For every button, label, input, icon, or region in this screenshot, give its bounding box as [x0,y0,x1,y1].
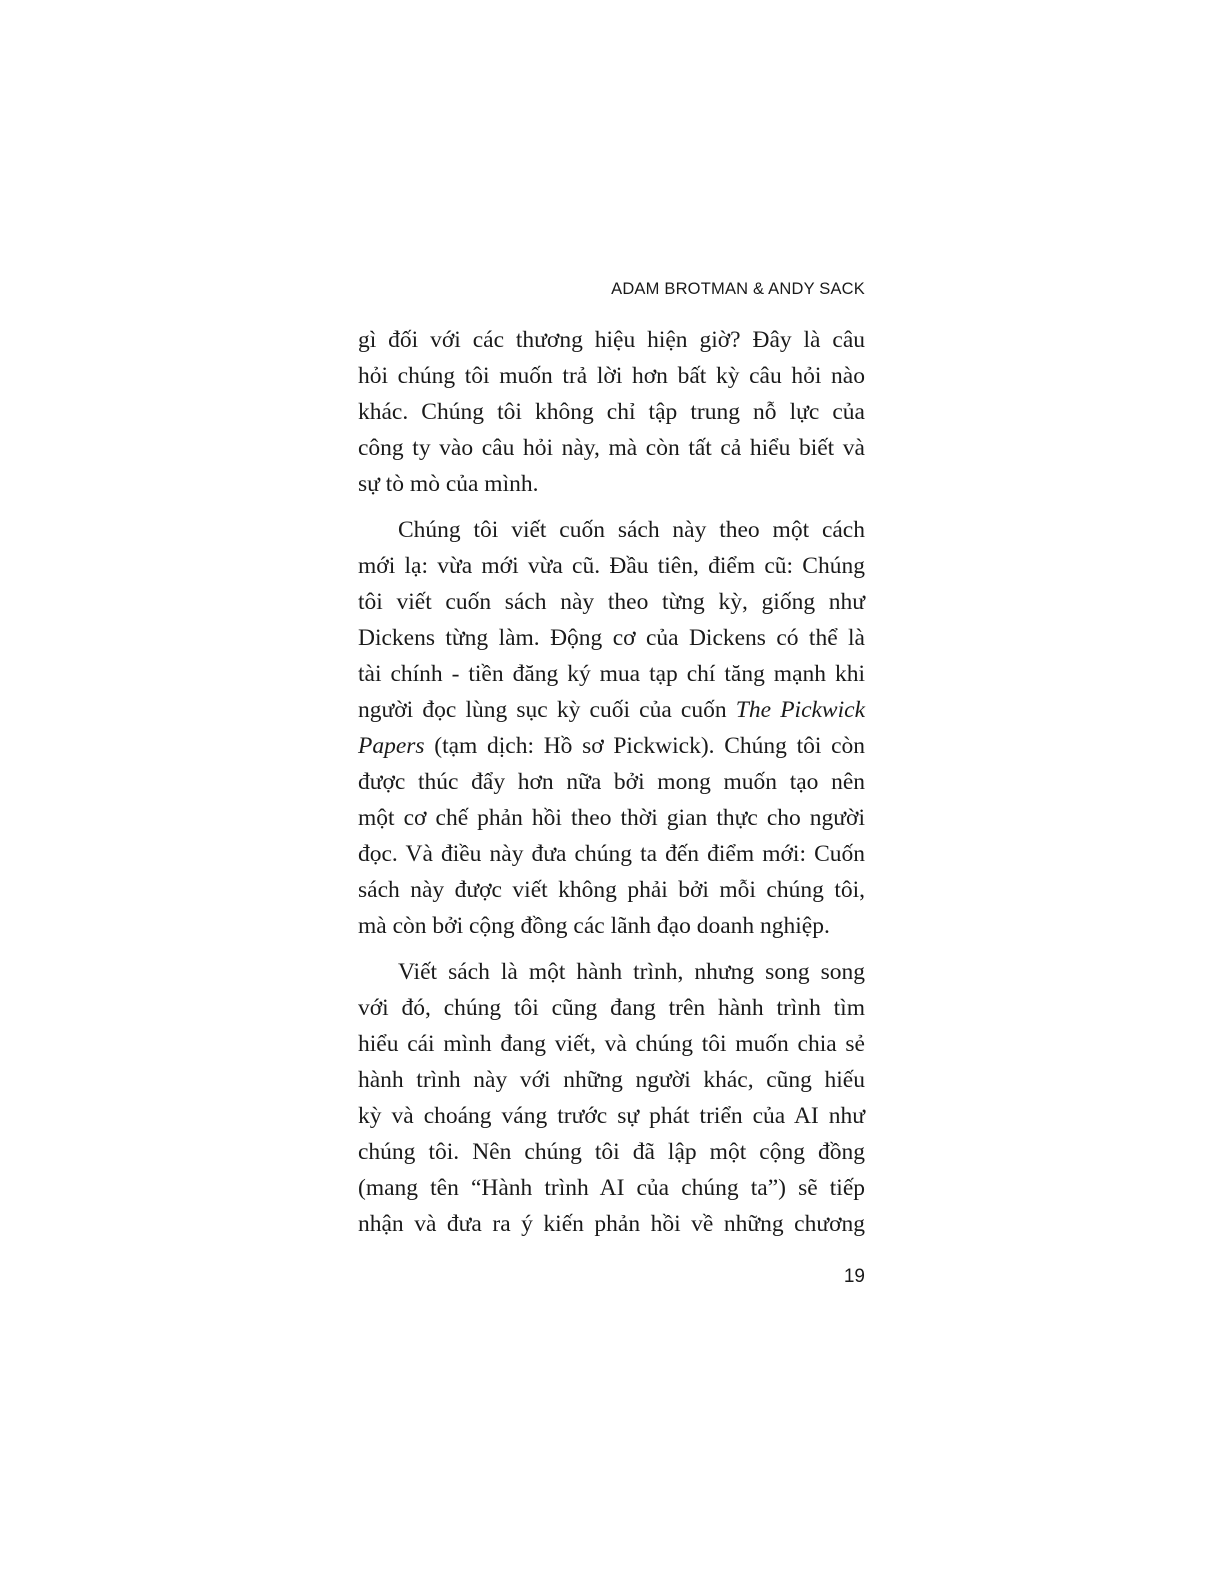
text-line-with-italic [358,692,865,728]
text-line: được thúc đẩy hơn nữa bởi mong muốn tạo nên [358,769,865,795]
text-line: Chúng tôi viết cuốn sách này theo một cách [398,517,865,543]
running-header: ADAM BROTMAN & ANDY SACK [611,280,865,298]
text-line: tôi viết cuốn sách này theo từng kỳ, giống như [358,589,865,615]
text-line: công ty vào câu hỏi này, mà còn tất cả hiểu biết và [358,435,865,461]
text-line: mà còn bởi cộng đồng các lãnh đạo doanh nghiệp. [358,913,830,939]
text-line: kỳ và choáng váng trước sự phát triển của AI như [358,1103,865,1129]
paragraph-2 [358,512,865,944]
text-line: chúng tôi. Nên chúng tôi đã lập một cộng đồng [358,1139,865,1165]
book-title-italic: Papers [358,733,425,759]
text-line: hiểu cái mình đang viết, và chúng tôi muốn chia sẻ [358,1031,865,1057]
book-title-italic: The Pickwick [735,697,866,723]
paragraph-1 [358,322,865,502]
text-line: (mang tên “Hành trình AI của chúng ta”) sẽ tiếp [358,1175,865,1201]
text-line: tài chính - tiền đăng ký mua tạp chí tăng mạnh khi [358,661,865,687]
text-line-with-italic [358,728,865,764]
text-segment: người đọc lùng sục kỳ cuối của cuốn [358,697,727,723]
text-line: gì đối với các thương hiệu hiện giờ? Đây là câu [358,327,865,353]
text-line: hỏi chúng tôi muốn trả lời hơn bất kỳ câu hỏi nào [358,363,865,389]
text-segment: (tạm dịch: Hồ sơ Pickwick). Chúng tôi còn [434,733,865,759]
body-text [358,322,865,1242]
text-line: mới lạ: vừa mới vừa cũ. Đầu tiên, điểm cũ: Chúng [358,553,865,579]
page-number: 19 [843,1266,865,1287]
text-line: Viết sách là một hành trình, nhưng song song [398,959,865,985]
text-line: nhận và đưa ra ý kiến phản hồi về những chương [358,1211,865,1237]
text-line: đọc. Và điều này đưa chúng ta đến điểm mới: Cuốn [358,841,865,867]
text-line: Dickens từng làm. Động cơ của Dickens có thể là [358,625,865,651]
paragraph-3 [358,954,865,1242]
text-line: hành trình này với những người khác, cũng hiếu [358,1067,865,1093]
text-line: một cơ chế phản hồi theo thời gian thực cho người [358,805,865,831]
text-line: sách này được viết không phải bởi mỗi chúng tôi, [358,877,865,903]
text-line: khác. Chúng tôi không chỉ tập trung nỗ lực của [358,399,865,425]
text-line: với đó, chúng tôi cũng đang trên hành trình tìm [358,995,865,1021]
text-line: sự tò mò của mình. [358,471,539,497]
